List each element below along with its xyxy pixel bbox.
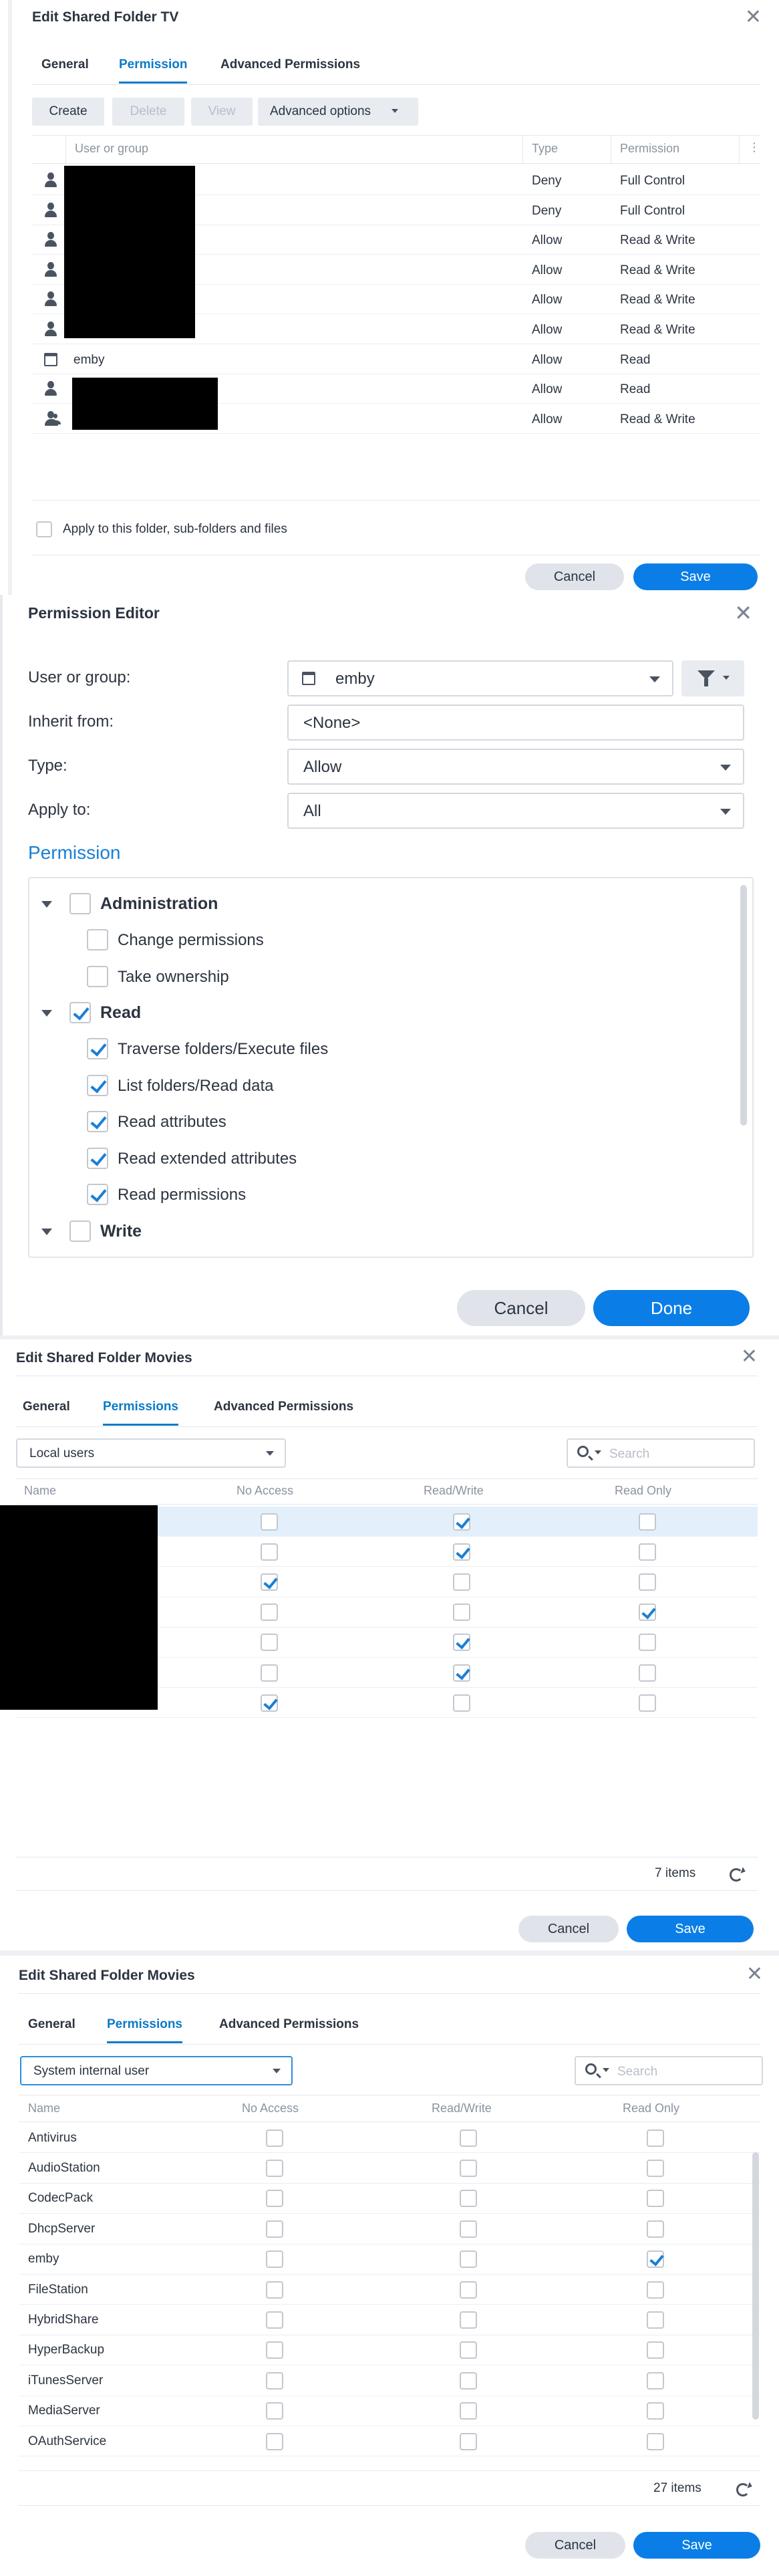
calendar-icon [44, 353, 57, 366]
read-write-checkbox[interactable] [460, 2190, 477, 2207]
window-edge [8, 0, 12, 595]
read-only-checkbox[interactable] [647, 2402, 664, 2420]
column-separator [739, 135, 740, 164]
permission-label: Change permissions [118, 931, 264, 949]
permission-level: Read & Write [620, 412, 695, 426]
read-only-checkbox[interactable] [639, 1513, 656, 1531]
user-type-value: System internal user [33, 2064, 150, 2078]
permission-label: Traverse folders/Execute files [118, 1040, 329, 1058]
dialog-title: Edit Shared Folder Movies [16, 1350, 192, 1366]
user-name: MediaServer [28, 2404, 100, 2418]
read-write-checkbox[interactable] [460, 2160, 477, 2177]
no-access-checkbox[interactable] [266, 2402, 283, 2420]
divider [19, 2121, 760, 2122]
divider [32, 84, 760, 85]
read-only-checkbox[interactable] [647, 2190, 664, 2207]
redacted-block [72, 378, 218, 430]
delete-button[interactable]: Delete [112, 98, 184, 126]
table-row[interactable] [19, 2123, 760, 2153]
no-access-checkbox[interactable] [261, 1543, 278, 1561]
no-access-checkbox[interactable] [266, 2372, 283, 2390]
refresh-icon[interactable] [730, 1868, 743, 1882]
divider [16, 1426, 758, 1427]
read-only-checkbox[interactable] [639, 1634, 656, 1651]
table-row[interactable] [19, 2244, 760, 2275]
window-edge [0, 595, 3, 1335]
permission-label: Read permissions [118, 1186, 247, 1204]
permission-checkbox[interactable] [87, 1111, 108, 1132]
permission-tree [28, 877, 754, 1258]
column-read-write[interactable]: Read/Write [424, 1484, 484, 1497]
read-write-checkbox[interactable] [453, 1513, 470, 1531]
column-name[interactable]: Name [28, 2101, 61, 2115]
group-label: Write [100, 1221, 142, 1241]
user-name: iTunesServer [28, 2373, 104, 2388]
apply-to-subfolders-label: Apply to this folder, sub-folders and files [63, 522, 287, 536]
expand-triangle-icon[interactable] [41, 1010, 52, 1017]
items-count: 27 items [653, 2481, 702, 2495]
user-icon [44, 321, 57, 338]
filter-button[interactable] [681, 660, 744, 696]
search-placeholder: Search [617, 2065, 658, 2079]
no-access-checkbox[interactable] [266, 2130, 283, 2147]
column-menu-icon[interactable]: ⋮ [748, 140, 760, 154]
permission-label: List folders/Read data [118, 1076, 274, 1095]
user-name: CodecPack [28, 2191, 94, 2206]
no-access-checkbox[interactable] [261, 1664, 278, 1682]
user-name: Antivirus [28, 2130, 77, 2145]
permission-type: Deny [532, 203, 562, 218]
group-label: Administration [100, 894, 218, 913]
view-button[interactable]: View [191, 98, 253, 126]
group-icon [44, 411, 61, 427]
chevron-down-icon [720, 809, 731, 815]
no-access-checkbox[interactable] [266, 2433, 283, 2450]
cancel-button[interactable]: Cancel [518, 1916, 619, 1942]
dialog-title: Edit Shared Folder TV [32, 9, 179, 25]
no-access-checkbox[interactable] [266, 2160, 283, 2177]
window-edge [0, 1950, 779, 1956]
refresh-icon[interactable] [736, 2483, 750, 2496]
read-only-checkbox[interactable] [647, 2160, 664, 2177]
table-row[interactable] [19, 2275, 760, 2305]
permission-label: Read extended attributes [118, 1149, 297, 1168]
permission-editor [0, 595, 779, 1335]
no-access-checkbox[interactable] [261, 1603, 278, 1621]
divider [16, 1890, 758, 1891]
user-name: OAuthService [28, 2434, 107, 2448]
permission-level: Read [620, 352, 651, 367]
done-button[interactable]: Done [593, 1290, 750, 1326]
search-placeholder: Search [609, 1447, 650, 1461]
user-name: FileStation [28, 2282, 88, 2297]
read-write-checkbox[interactable] [453, 1694, 470, 1712]
read-only-checkbox[interactable] [647, 2433, 664, 2450]
column-no-access[interactable]: No Access [237, 1484, 294, 1497]
chevron-down-icon [723, 676, 730, 680]
read-only-checkbox[interactable] [647, 2311, 664, 2329]
no-access-checkbox[interactable] [261, 1513, 278, 1531]
no-access-checkbox[interactable] [266, 2220, 283, 2238]
divider [19, 2044, 760, 2045]
permission-type: Allow [532, 382, 563, 397]
close-icon[interactable]: ✕ [746, 1963, 763, 1985]
read-write-checkbox[interactable] [453, 1634, 470, 1651]
save-button[interactable]: Save [627, 1916, 754, 1942]
read-only-checkbox[interactable] [647, 2220, 664, 2238]
permission-level: Read & Write [620, 293, 695, 307]
read-only-checkbox[interactable] [647, 2281, 664, 2299]
chevron-down-icon [266, 1451, 274, 1456]
group-checkbox[interactable] [69, 893, 91, 914]
movies-tabs [23, 1400, 424, 1437]
no-access-checkbox[interactable] [261, 1573, 278, 1591]
divider [19, 2470, 760, 2471]
permission-type: Allow [532, 352, 563, 367]
dialog-title: Edit Shared Folder Movies [19, 1968, 195, 1983]
chevron-down-icon [603, 2068, 609, 2072]
divider [19, 1993, 760, 1994]
read-write-checkbox[interactable] [453, 1543, 470, 1561]
expand-triangle-icon[interactable] [41, 901, 52, 908]
expand-triangle-icon[interactable] [41, 1229, 52, 1235]
read-only-checkbox[interactable] [647, 2341, 664, 2359]
permission-checkbox[interactable] [87, 1148, 108, 1169]
inherit-from-field [287, 704, 744, 741]
permission-type: Allow [532, 323, 563, 337]
table-row[interactable] [32, 345, 760, 374]
create-button[interactable]: Create [32, 98, 104, 126]
read-write-checkbox[interactable] [453, 1603, 470, 1621]
column-type[interactable]: Type [532, 142, 559, 155]
fade [20, 2465, 748, 2470]
user-type-select[interactable] [20, 2056, 293, 2085]
filter-icon-stem [704, 678, 708, 686]
permission-checkbox[interactable] [87, 1184, 108, 1205]
movies-system-dialog [0, 1950, 779, 2576]
divider [19, 2505, 760, 2506]
group-label: Read [100, 1003, 142, 1022]
chevron-down-icon [649, 676, 660, 682]
tab-general[interactable]: General [28, 2017, 75, 2031]
apply-to-subfolders-checkbox[interactable] [36, 521, 52, 537]
user-name: DhcpServer [28, 2221, 96, 2236]
read-write-checkbox[interactable] [460, 2372, 477, 2390]
column-name[interactable]: Name [24, 1484, 57, 1497]
user-name: emby [73, 352, 105, 367]
permission-level: Read [620, 382, 651, 397]
permission-checkbox[interactable] [87, 1075, 108, 1096]
read-only-checkbox[interactable] [639, 1603, 656, 1621]
user-icon [44, 232, 57, 248]
search-input[interactable] [567, 1438, 755, 1468]
advanced-options-button[interactable] [258, 98, 418, 126]
no-access-checkbox[interactable] [266, 2341, 283, 2359]
read-write-checkbox[interactable] [460, 2433, 477, 2450]
read-only-checkbox[interactable] [639, 1543, 656, 1561]
type-label: Type: [28, 757, 67, 775]
column-separator [522, 135, 523, 164]
read-write-checkbox[interactable] [460, 2250, 477, 2268]
close-icon[interactable]: ✕ [734, 601, 752, 625]
permission-checkbox[interactable] [87, 966, 108, 987]
divider [32, 163, 760, 164]
read-only-checkbox[interactable] [639, 1664, 656, 1682]
search-input[interactable] [575, 2056, 763, 2085]
group-checkbox[interactable] [69, 1220, 91, 1242]
column-read-only[interactable]: Read Only [615, 1484, 672, 1497]
items-count: 7 items [655, 1866, 696, 1880]
tab-advanced-permissions[interactable]: Advanced Permissions [214, 1400, 354, 1414]
table-row[interactable] [19, 2214, 760, 2244]
cancel-button[interactable]: Cancel [525, 563, 624, 590]
movies-local-dialog [0, 1335, 779, 1950]
type-value: Allow [303, 758, 342, 776]
permission-label: Take ownership [118, 967, 229, 986]
table-row[interactable] [19, 2153, 760, 2183]
user-name: HyperBackup [28, 2343, 105, 2357]
chevron-down-icon [595, 1450, 601, 1454]
read-write-checkbox[interactable] [460, 2281, 477, 2299]
read-only-checkbox[interactable] [647, 2372, 664, 2390]
permission-type: Allow [532, 412, 563, 426]
user-icon [44, 262, 57, 278]
permission-type: Deny [532, 174, 562, 188]
column-no-access[interactable]: No Access [242, 2101, 299, 2115]
table-row[interactable] [19, 2335, 760, 2365]
column-read-write[interactable]: Read/Write [432, 2101, 492, 2115]
tab-advanced-permissions[interactable]: Advanced Permissions [220, 57, 361, 72]
redacted-block [0, 1505, 158, 1710]
read-write-checkbox[interactable] [460, 2220, 477, 2238]
divider [16, 1504, 758, 1505]
table-row[interactable] [19, 2365, 760, 2396]
scrollbar[interactable] [740, 885, 747, 1126]
column-user-or-group[interactable]: User or group [75, 142, 149, 155]
movies-tabs [28, 2017, 429, 2055]
read-write-checkbox[interactable] [460, 2311, 477, 2329]
column-permission[interactable]: Permission [620, 142, 680, 155]
close-icon[interactable]: ✕ [740, 1345, 758, 1368]
read-write-checkbox[interactable] [453, 1573, 470, 1591]
divider [32, 135, 760, 136]
scrollbar[interactable] [752, 2152, 759, 2420]
read-only-checkbox[interactable] [647, 2130, 664, 2147]
permission-checkbox[interactable] [87, 1038, 108, 1059]
read-only-checkbox[interactable] [639, 1573, 656, 1591]
no-access-checkbox[interactable] [266, 2281, 283, 2299]
inherit-from-value: <None> [303, 714, 361, 732]
column-separator [65, 135, 66, 164]
divider [32, 500, 760, 501]
no-access-checkbox[interactable] [261, 1634, 278, 1651]
tab-advanced-permissions[interactable]: Advanced Permissions [219, 2017, 359, 2031]
chevron-down-icon [720, 765, 731, 771]
user-name: emby [28, 2252, 59, 2267]
chevron-down-icon [392, 109, 398, 113]
no-access-checkbox[interactable] [266, 2190, 283, 2207]
apply-to-value: All [303, 802, 321, 820]
permission-level: Full Control [620, 203, 685, 218]
no-access-checkbox[interactable] [266, 2311, 283, 2329]
user-type-select[interactable] [16, 1438, 286, 1468]
table-row[interactable] [19, 2305, 760, 2335]
tv-tabs [32, 57, 433, 95]
calendar-icon [302, 672, 315, 685]
tv-dialog [0, 0, 779, 595]
tab-permission[interactable]: Permission [119, 57, 188, 72]
editor-title: Permission Editor [28, 604, 160, 622]
save-button[interactable]: Save [633, 563, 758, 590]
tv-dialog-header [0, 0, 779, 37]
user-type-value: Local users [29, 1446, 95, 1460]
permission-type: Allow [532, 293, 563, 307]
table-row[interactable] [19, 2426, 760, 2456]
apply-to-select[interactable] [287, 793, 744, 829]
read-write-checkbox[interactable] [460, 2402, 477, 2420]
tab-permissions[interactable]: Permissions [107, 2017, 182, 2031]
divider [16, 1478, 758, 1479]
permission-level: Read & Write [620, 323, 695, 337]
user-icon [44, 203, 57, 219]
tab-permissions[interactable]: Permissions [103, 1400, 178, 1414]
user-icon [44, 291, 57, 307]
cancel-button[interactable]: Cancel [457, 1290, 585, 1326]
save-button[interactable]: Save [633, 2532, 760, 2559]
column-read-only[interactable]: Read Only [623, 2101, 680, 2115]
search-icon [585, 2063, 597, 2075]
user-name: HybridShare [28, 2313, 99, 2327]
table-row[interactable] [19, 2184, 760, 2214]
read-only-checkbox[interactable] [639, 1694, 656, 1712]
read-write-checkbox[interactable] [460, 2341, 477, 2359]
read-write-checkbox[interactable] [460, 2130, 477, 2147]
advanced-options-label: Advanced options [270, 104, 371, 118]
cancel-button[interactable]: Cancel [525, 2532, 625, 2559]
type-select[interactable] [287, 749, 744, 785]
permission-type: Allow [532, 233, 563, 248]
tab-general[interactable]: General [23, 1400, 70, 1414]
group-checkbox[interactable] [69, 1002, 91, 1023]
permission-section-title: Permission [28, 842, 121, 863]
user-icon [44, 381, 57, 397]
read-write-checkbox[interactable] [453, 1664, 470, 1682]
tab-general[interactable]: General [41, 57, 89, 72]
table-row[interactable] [19, 2396, 760, 2426]
window-edge [0, 1335, 779, 1339]
close-icon[interactable]: ✕ [744, 6, 762, 28]
chevron-down-icon [273, 2069, 281, 2073]
search-icon [577, 1446, 589, 1457]
no-access-checkbox[interactable] [261, 1694, 278, 1712]
permission-type: Allow [532, 263, 563, 277]
user-or-group-value: emby [335, 670, 375, 688]
redacted-block [64, 166, 195, 338]
user-or-group-select[interactable] [287, 660, 673, 696]
user-or-group-label: User or group: [28, 668, 131, 686]
permission-level: Read & Write [620, 263, 695, 277]
permission-label: Read attributes [118, 1113, 226, 1131]
inherit-from-label: Inherit from: [28, 713, 114, 731]
user-icon [44, 172, 57, 188]
read-only-checkbox[interactable] [647, 2250, 664, 2268]
no-access-checkbox[interactable] [266, 2250, 283, 2268]
permission-level: Read & Write [620, 233, 695, 248]
permission-level: Full Control [620, 174, 685, 188]
permission-checkbox[interactable] [87, 929, 108, 950]
user-name: AudioStation [28, 2161, 100, 2176]
apply-to-label: Apply to: [28, 801, 91, 819]
